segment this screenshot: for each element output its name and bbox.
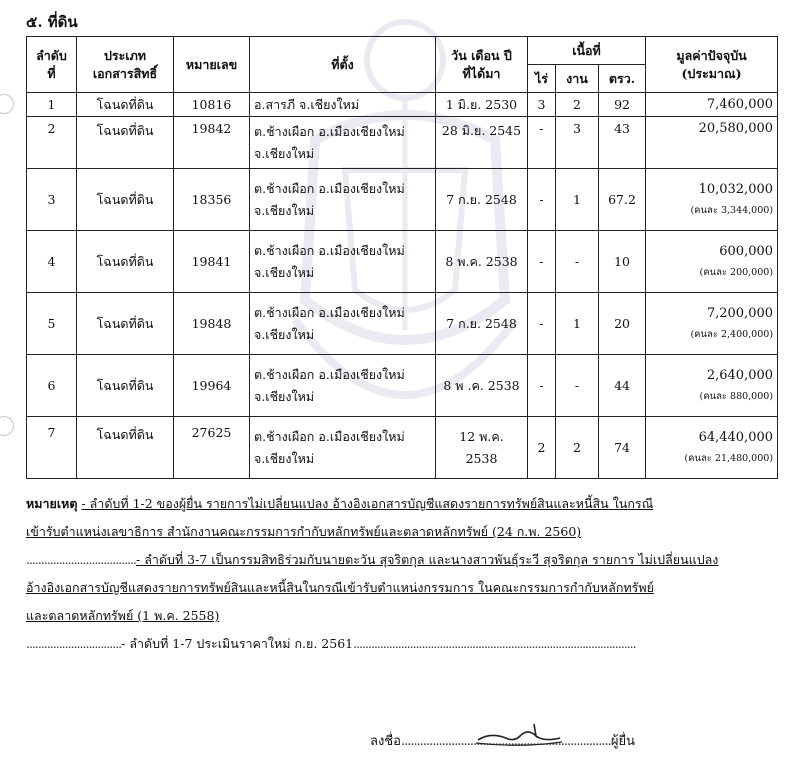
row-doc-number: 19848: [174, 293, 250, 355]
row-location: ต.ช้างเผือก อ.เมืองเชียงใหม่ จ.เชียงใหม่: [250, 117, 436, 169]
table-row: [27, 355, 778, 417]
remark-line: .....................................- ลำดับที่ 3-7 เป็นกรรมสิทธิร่วมกับนายตะวัน สุจริตกุล และนางสาวพันธุ์ระวี สุจริตกุล รายการ ไม่เปลี่ยนแปลง: [26, 552, 719, 567]
remark-label: หมายเหตุ: [26, 496, 78, 511]
header-wa: ตรว.: [599, 65, 646, 93]
table-row: [27, 293, 778, 355]
row-value-share: (คนละ 2,400,000): [690, 328, 774, 340]
row-rai: -: [528, 355, 556, 417]
row-doc-type: โฉนดที่ดิน: [77, 355, 174, 417]
row-ngan: -: [556, 355, 599, 417]
header-area: เนื้อที่: [528, 37, 646, 65]
row-rai: -: [528, 293, 556, 355]
row-location: ต.ช้างเผือก อ.เมืองเชียงใหม่ จ.เชียงใหม่: [250, 293, 436, 355]
table-row: [27, 169, 778, 231]
section-title: ๕. ที่ดิน: [26, 13, 78, 31]
row-doc-type: โฉนดที่ดิน: [77, 93, 174, 117]
signature-line: ลงชื่อ...................................................................ผู้ยื่น: [370, 734, 635, 749]
row-date: 28 มิ.ย. 2545: [436, 117, 528, 169]
row-rai: 3: [528, 93, 556, 117]
row-doc-number: 19842: [174, 117, 250, 169]
header-doc-number: หมายเลข: [174, 37, 250, 93]
row-value-share: (คนละ 3,344,000): [690, 204, 774, 216]
row-value: 10,032,000 (คนละ 3,344,000): [646, 169, 778, 231]
table-row: [27, 117, 778, 169]
row-location: ต.ช้างเผือก อ.เมืองเชียงใหม่ จ.เชียงใหม่: [250, 417, 436, 479]
table-row: [27, 93, 778, 117]
row-ngan: 1: [556, 293, 599, 355]
row-rai: -: [528, 231, 556, 293]
row-value: 2,640,000 (คนละ 880,000): [646, 355, 778, 417]
row-date: 7 ก.ย. 2548: [436, 169, 528, 231]
header-location: ที่ตั้ง: [250, 37, 436, 93]
handwritten-signature: [470, 718, 570, 748]
row-rai: -: [528, 117, 556, 169]
header-value: มูลค่าปัจจุบัน (ประมาณ): [646, 37, 778, 93]
row-value: 20,580,000: [646, 117, 778, 169]
row-wa: 20: [599, 293, 646, 355]
row-doc-type: โฉนดที่ดิน: [77, 231, 174, 293]
remark-line: อ้างอิงเอกสารบัญชีแสดงรายการทรัพย์สินและหนี้สินในกรณีเข้ารับตำแหน่งกรรมการ ในคณะกรรมการกำกับหลักทรัพย์: [26, 580, 654, 595]
table-row: [27, 417, 778, 479]
row-no: 4: [27, 231, 77, 293]
land-table: [26, 36, 778, 479]
row-date: 1 มิ.ย. 2530: [436, 93, 528, 117]
row-wa: 10: [599, 231, 646, 293]
row-location: อ.สารภี จ.เชียงใหม่: [250, 93, 436, 117]
row-doc-number: 27625: [174, 417, 250, 479]
binder-hole-icon: [0, 94, 14, 114]
row-wa: 44: [599, 355, 646, 417]
row-date: 8 พ.ค. 2538: [436, 231, 528, 293]
sign-label: ลงชื่อ: [370, 734, 401, 749]
row-rai: -: [528, 169, 556, 231]
row-doc-type: โฉนดที่ดิน: [77, 417, 174, 479]
header-date: วัน เดือน ปี ที่ได้มา: [436, 37, 528, 93]
remark-line: ................................- ลำดับที่ 1-7 ประเมินราคาใหม่ ก.ย. 2561...............................................................................................: [26, 636, 636, 651]
row-no: 7: [27, 417, 77, 479]
row-doc-number: 10816: [174, 93, 250, 117]
row-location: ต.ช้างเผือก อ.เมืองเชียงใหม่ จ.เชียงใหม่: [250, 231, 436, 293]
row-date: 12 พ.ค. 2538: [436, 417, 528, 479]
row-doc-type: โฉนดที่ดิน: [77, 293, 174, 355]
row-date: 8 พ .ค. 2538: [436, 355, 528, 417]
row-rai: 2: [528, 417, 556, 479]
row-value: 7,460,000: [646, 93, 778, 117]
row-doc-number: 19964: [174, 355, 250, 417]
row-location: ต.ช้างเผือก อ.เมืองเชียงใหม่ จ.เชียงใหม่: [250, 355, 436, 417]
remark-line: เข้ารับตำแหน่งเลขาธิการ สำนักงานคณะกรรมการกำกับหลักทรัพย์และตลาดหลักทรัพย์ (24 ก.พ. 2560): [26, 524, 582, 539]
row-wa: 43: [599, 117, 646, 169]
remark-line: และตลาดหลักทรัพย์ (1 พ.ค. 2558): [26, 608, 220, 623]
row-no: 1: [27, 93, 77, 117]
row-doc-number: 18356: [174, 169, 250, 231]
row-no: 6: [27, 355, 77, 417]
row-ngan: 2: [556, 417, 599, 479]
header-no: ลำดับ ที่: [27, 37, 77, 93]
row-value-share: (คนละ 21,480,000): [684, 452, 774, 464]
row-value: 7,200,000 (คนละ 2,400,000): [646, 293, 778, 355]
row-ngan: 3: [556, 117, 599, 169]
header-doc-type: ประเภท เอกสารสิทธิ์: [77, 37, 174, 93]
row-wa: 92: [599, 93, 646, 117]
row-doc-type: โฉนดที่ดิน: [77, 117, 174, 169]
row-wa: 67.2: [599, 169, 646, 231]
header-rai: ไร่: [528, 65, 556, 93]
row-doc-type: โฉนดที่ดิน: [77, 169, 174, 231]
row-value: 64,440,000 (คนละ 21,480,000): [646, 417, 778, 479]
row-date: 7 ก.ย. 2548: [436, 293, 528, 355]
remarks: [26, 490, 786, 658]
row-no: 2: [27, 117, 77, 169]
row-value: 600,000 (คนละ 200,000): [646, 231, 778, 293]
binder-hole-icon: [0, 416, 14, 436]
row-value-share: (คนละ 200,000): [699, 266, 774, 278]
row-value-share: (คนละ 880,000): [699, 390, 774, 402]
row-wa: 74: [599, 417, 646, 479]
row-ngan: 1: [556, 169, 599, 231]
row-ngan: 2: [556, 93, 599, 117]
filer-label: ผู้ยื่น: [610, 734, 635, 749]
row-no: 3: [27, 169, 77, 231]
row-doc-number: 19841: [174, 231, 250, 293]
row-location: ต.ช้างเผือก อ.เมืองเชียงใหม่ จ.เชียงใหม่: [250, 169, 436, 231]
row-ngan: -: [556, 231, 599, 293]
remark-line: หมายเหตุ - ลำดับที่ 1-2 ของผู้ยื่น รายการไม่เปลี่ยนแปลง อ้างอิงเอกสารบัญชีแสดงรายการทรัพย์สินและหนี้สิน ในกรณี: [26, 496, 654, 511]
header-ngan: งาน: [556, 65, 599, 93]
row-no: 5: [27, 293, 77, 355]
table-row: [27, 231, 778, 293]
